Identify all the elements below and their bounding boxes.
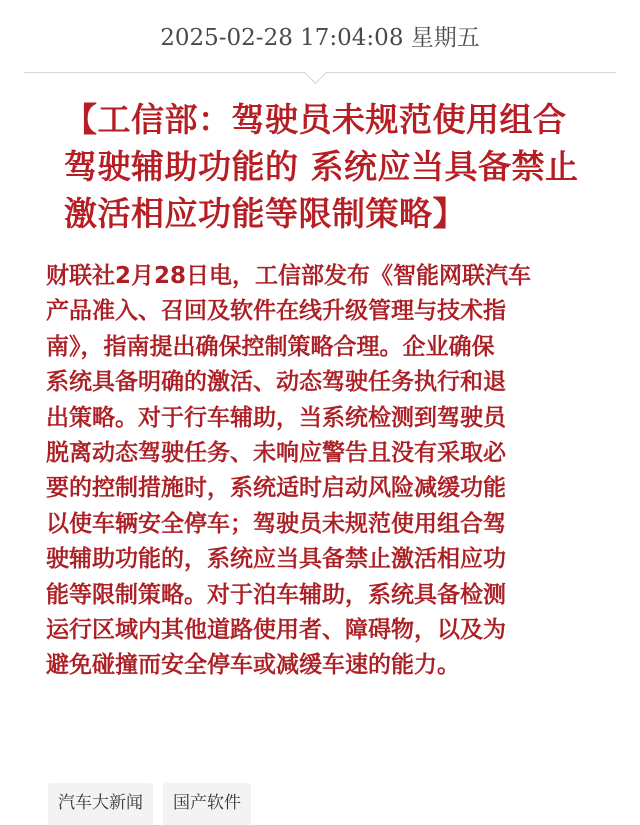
publish-timestamp: 2025-02-28 17:04:08 星期五 (160, 25, 480, 51)
divider-notch (305, 63, 326, 84)
body-line: 产品准入、召回及软件在线升级管理与技术指 (46, 298, 506, 325)
body-line: 驶辅助功能的，系统应当具备禁止激活相应功 (46, 546, 506, 573)
body-line: 脱离动态驾驶任务、未响应警告且没有采取必 (46, 440, 506, 467)
body-line: 要的控制措施时，系统适时启动风险减缓功能 (46, 475, 506, 502)
body-line: 出策略。对于行车辅助，当系统检测到驾驶员 (46, 404, 506, 431)
body-line: 系统具备明确的激活、动态驾驶任务执行和退 (46, 369, 506, 396)
tag-list (48, 783, 251, 825)
headline-line: 驾驶辅助功能的 系统应当具备禁止 (64, 147, 579, 186)
article-headline (64, 96, 624, 237)
tag-car-news[interactable]: 汽车大新闻 (48, 783, 153, 825)
body-line: 避免碰撞而安全停车或减缓车速的能力。 (46, 652, 460, 679)
body-line: 以使车辆安全停车；驾驶员未规范使用组合驾 (46, 510, 506, 537)
body-line: 南》，指南提出确保控制策略合理。企业确保 (46, 333, 495, 360)
headline-line: 激活相应功能等限制策略】 (64, 194, 466, 233)
body-line: 能等限制策略。对于泊车辅助，系统具备检测 (46, 581, 506, 608)
headline-line: 【工信部：驾驶员未规范使用组合 (64, 100, 567, 139)
body-line: 运行区域内其他道路使用者、障碍物，以及为 (46, 617, 506, 644)
body-line: 财联社2月28日电，工信部发布《智能网联汽车 (46, 263, 532, 289)
tag-domestic-software[interactable]: 国产软件 (163, 783, 251, 825)
article-body (46, 259, 626, 684)
